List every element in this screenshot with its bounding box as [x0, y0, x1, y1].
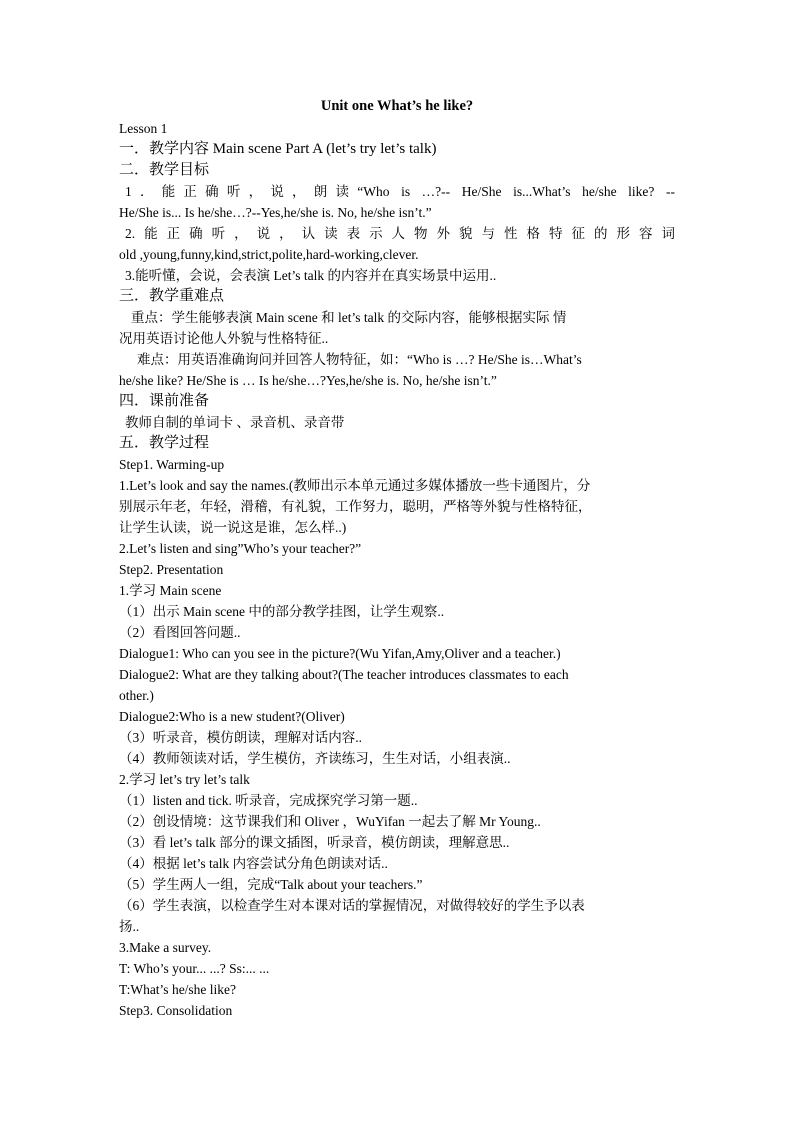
goal-3: 3.能听懂，会说，会表演 Let’s talk 的内容并在真实场景中运用.. [125, 268, 497, 283]
goal-1-line-1: 1．能正确听，说，朗读“Who is …?-- He/She is...What’s he/she like? -- [125, 184, 675, 199]
step-2-item-1-sub-2: （2）看图回答问题.. [119, 625, 241, 640]
section-heading-process: 五．教学过程 [119, 435, 210, 451]
survey-line-2: T:What’s he/she like? [119, 982, 237, 997]
step-1-item-1-line-1: 1.Let’s look and say the names.(教师出示本单元通过多媒体播放一些卡通图片，分 [119, 478, 591, 493]
step-1-heading: Step1. Warming-up [119, 457, 225, 472]
step-2-item-2-sub-1: （1）listen and tick. 听录音，完成探究学习第一题.. [119, 793, 418, 808]
dialogue-3: Dialogue2:Who is a new student?(Oliver) [119, 709, 345, 724]
step-2-item-1-sub-1: （1）出示 Main scene 中的部分教学挂图，让学生观察.. [119, 604, 445, 619]
key-point-line-2: 况用英语讨论他人外貌与性格特征.. [119, 331, 329, 346]
difficulty-line-1: 难点：用英语准确询问并回答人物特征，如：“Who is …? He/She is…What’s [137, 352, 582, 367]
step-2-item-2-sub-4: （4）根据 let’s talk 内容尝试分角色朗读对话.. [119, 856, 388, 871]
document-body [119, 118, 675, 1021]
section-heading-content: 一．教学内容 Main scene Part A (let’s try let’s talk) [119, 141, 437, 157]
step-1-item-2: 2.Let’s listen and sing”Who’s your teacher?” [119, 541, 362, 556]
section-heading-key-points: 三．教学重难点 [119, 288, 225, 304]
step-2-item-3: 3.Make a survey. [119, 940, 212, 955]
step-2-item-2-sub-6-line-2: 扬.. [119, 919, 140, 934]
dialogue-1: Dialogue1: Who can you see in the picture?(Wu Yifan,Amy,Oliver and a teacher.) [119, 646, 561, 661]
survey-line-1: T: Who’s your... ...? Ss:... ... [119, 961, 270, 976]
step-1-item-1-line-2: 别展示年老，年轻，滑稽，有礼貌，工作努力，聪明，严格等外貌与性格特征， [119, 499, 592, 514]
step-2-item-2-sub-3: （3）看 let’s talk 部分的课文插图，听录音，模仿朗读，理解意思.. [119, 835, 510, 850]
step-2-item-2-sub-2: （2）创设情境：这节课我们和 Oliver ，WuYifan 一起去了解 Mr Young.. [119, 814, 541, 829]
step-2-item-1: 1.学习 Main scene [119, 583, 222, 598]
dialogue-2-line-1: Dialogue2: What are they talking about?(The teacher introduces classmates to each [119, 667, 569, 682]
step-2-heading: Step2. Presentation [119, 562, 224, 577]
step-1-item-1-line-3: 让学生认读，说一说这是谁，怎么样..) [119, 520, 347, 535]
section-heading-goals: 二．教学目标 [119, 162, 210, 178]
step-2-item-1-sub-3: （3）听录音，模仿朗读，理解对话内容.. [119, 730, 362, 745]
section-heading-preparation: 四．课前准备 [119, 393, 210, 409]
dialogue-2-line-2: other.) [119, 688, 154, 703]
step-3-heading: Step3. Consolidation [119, 1003, 233, 1018]
goal-2-line-1: 2.能正确听，说，认读表示人物外貌与性格特征的形容词 [125, 226, 675, 241]
step-2-item-2-sub-6-line-1: （6）学生表演，以检查学生对本课对话的掌握情况，对做得较好的学生予以表 [119, 898, 585, 913]
key-point-line-1: 重点：学生能够表演 Main scene 和 let’s talk 的交际内容，能够根据实际 情 [131, 310, 567, 325]
document-title: Unit one What’s he like? [320, 98, 474, 114]
preparation-text: 教师自制的单词卡 、录音机、录音带 [125, 415, 345, 430]
difficulty-line-2: he/she like? He/She is … Is he/she…?Yes,he/she is. No, he/she isn’t.” [119, 373, 497, 388]
lesson-label: Lesson 1 [119, 121, 168, 136]
goal-2-line-2: old ,young,funny,kind,strict,polite,hard-working,clever. [119, 247, 419, 262]
step-2-item-1-sub-4: （4）教师领读对话，学生模仿，齐读练习，生生对话，小组表演.. [119, 751, 511, 766]
step-2-item-2-sub-5: （5）学生两人一组，完成“Talk about your teachers.” [119, 877, 423, 892]
step-2-item-2: 2.学习 let’s try let’s talk [119, 772, 250, 787]
goal-1-line-2: He/She is... Is he/she…?--Yes,he/she is. No, he/she isn’t.” [119, 205, 432, 220]
